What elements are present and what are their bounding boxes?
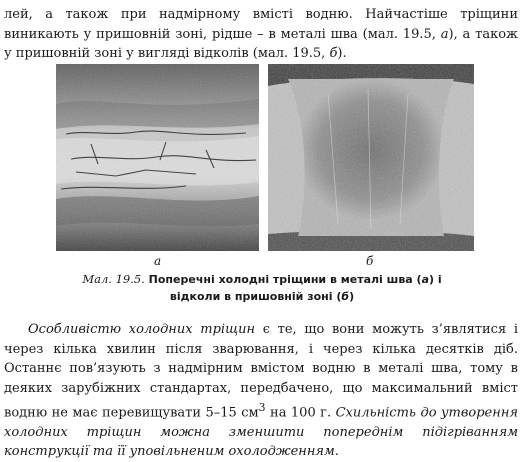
caption-ref-a: а [421,273,430,286]
caption-ref-b: б [341,290,350,303]
figure-photo-a [56,64,259,251]
caption-text-2: ) і відколи в пришовній зоні ( [169,273,442,303]
caption-number: Мал. 19.5. [82,272,145,286]
figure-label-a: а [154,254,162,268]
top-ref-b: б [329,46,338,61]
weld-cracks-micrograph [56,64,259,251]
bottom-text-2: на 100 г. [265,405,336,421]
caption-text-1: Поперечні холодні тріщини в металі шва ( [144,273,422,286]
figure-caption [60,271,464,305]
bottom-paragraph [4,320,518,462]
top-paragraph [4,5,518,64]
bottom-emphasis-2: Схильність до утворення холодних тріщин можна зменшити попереднім підігріванням конструкції та її уповільненим охолодженням. [4,405,518,460]
bottom-superscript: 3 [258,401,266,414]
top-ref-a: а [440,26,449,42]
top-text-1: лей, а також при надмірному вмісті водню. Найчастіше тріщини виникають у пришовній зоні, рідше – в металі шва (мал. 19.5, [4,7,518,42]
figure-label-b: б [366,254,374,268]
caption-text-3: ) [349,290,355,303]
top-text-2: ), а також у пришовній зоні у вигляді відколів (мал. 19.5, [4,26,518,61]
figure-photo-b [268,64,474,251]
bottom-text-1: є те, що вони можуть з’являтися і через кілька хвилин після зварювання, і через кілька десятків діб. Останнє пов’язують з надмірним вмістом водню в металі шва, тому в деяких зарубіжних стандартах, передбачено, що максимальний вміст водню не має перевищувати 5–15 см [4,322,518,421]
bottom-emphasis-1: Особливістю холодних тріщин [28,322,256,337]
top-text-3: ). [337,46,347,61]
spalling-micrograph [268,64,474,251]
